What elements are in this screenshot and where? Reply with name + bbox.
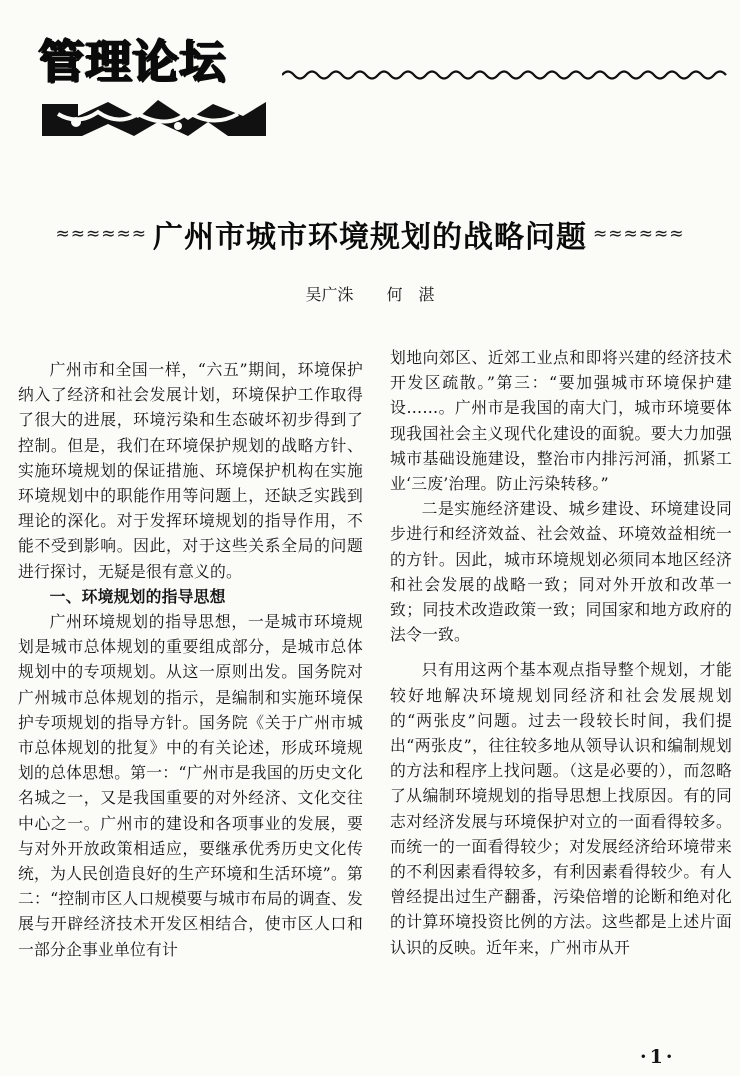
right-column <box>390 345 732 960</box>
masthead-decoration <box>38 96 270 140</box>
author-name: 吴广洙 <box>305 285 354 304</box>
paragraph: 广州市和全国一样，“六五”期间，环境保护纳入了经济和社会发展计划，环境保护工作取得了很大的进展，环境污染和生态破坏初步得到了控制。但是，我们在环境保护规划的战略方针、实施环境规划的保证措施、环境保护机构在实施环境规划中的职能作用等问题上，还缺乏实践到理论的深化。对于发挥环境规划的指导作用，不能不受到影响。因此，对于这些关系全局的问题进行探讨，无疑是很有意义的。 <box>18 360 363 581</box>
paragraph: 二是实施经济建设、城乡建设、环境建设同步进行和经济效益、社会效益、环境效益相统一的方针。因此，城市环境规划必须同本地区经济和社会发展的战略一致；同对外开放和改革一致；同技术改造政策一致；同国家和地方政府的法令一致。 <box>390 499 732 645</box>
author-name: 何 湛 <box>386 285 435 304</box>
paragraph: 划地向郊区、近郊工业点和即将兴建的经济技术开发区疏散。”第三：“要加强城市环境保护建设……。广州市是我国的南大门，城市环境要体现我国社会主义现代化建设的面貌。要大力加强城市基础设施建设，整治市内排污河涌，抓紧工业‘三废’治理。防止污染转移。” <box>390 348 732 494</box>
article-title: 广州市城市环境规划的战略问题 <box>153 220 587 255</box>
title-decoration-right: ≈≈≈≈≈≈ <box>593 224 685 244</box>
masthead-logo <box>38 30 270 140</box>
author-line <box>0 282 740 305</box>
paragraph: 只有用这两个基本观点指导整个规划，才能较好地解决环境规划同经济和社会发展规划的“两张皮”问题。过去一段较长时间，我们提出“两张皮”，往往较多地从领导认识和编制规划的方法和程序上找问题。（这是必要的），而忽略了从编制环境规划的指导思想上找原因。有的同志对经济发展与环境保护对立的一面看得较多。而统一的一面看得较少；对发展经济给环境带来的不利因素看得较多，有利因素看得较少。有人曾经提出过生产翻番，污染倍增的论断和绝对化的计算环境投资比例的方法。这些都是上述片面认识的反映。近年来，广州市从开 <box>390 660 732 957</box>
left-column <box>18 357 363 962</box>
masthead-title: 管理论坛 <box>38 34 226 88</box>
title-decoration-left: ≈≈≈≈≈≈ <box>55 224 147 244</box>
page-number: ·1· <box>640 1046 676 1068</box>
decorative-wave-rule <box>282 68 732 82</box>
section-heading: 一、环境规划的指导思想 <box>49 586 226 606</box>
paragraph: 广州环境规划的指导思想，一是城市环境规划是城市总体规划的重要组成部分，是城市总体规划中的专项规划。从这一原则出发。国务院对广州城市总体规划的指示，是编制和实施环境保护专项规划的指导方针。国务院《关于广州市城市总体规划的批复》中的有关论述，形成环境规划的总体思想。第一：“广州市是我国的历史文化名城之一，又是我国重要的对外经济、文化交往中心之一。广州市的建设和各项事业的发展，要与对外开放政策相适应，要继承优秀历史文化传统，为人民创造良好的生产环境和生活环境”。第二：“控制市区人口规模要与城市布局的调查、发展与开辟经济技术开发区相结合，使市区人口和一部分企事业单位有计 <box>18 612 363 959</box>
article-title-row <box>0 210 740 258</box>
